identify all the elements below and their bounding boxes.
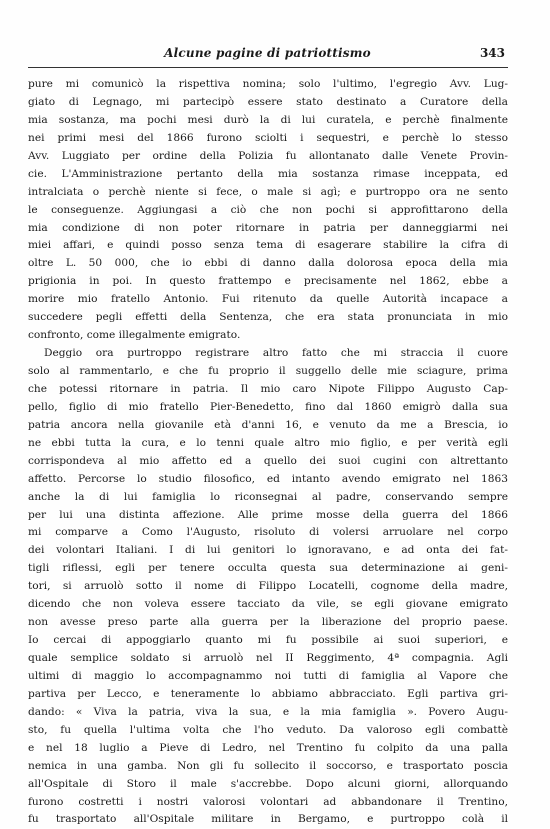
text-line: ultimi di maggio lo accompagnammo noi tutti di famiglia al Vapore che: [28, 669, 508, 682]
text-line: furono costretti i nostri valorosi volontari ad abbandonare il Trentino,: [28, 795, 508, 808]
text-line: corrispondeva al mio affetto ed a quello dei suoi cugini con altrettanto: [28, 454, 508, 467]
text-line: partiva per Lecco, e teneramente lo abbiamo abbracciato. Egli partiva gri-: [28, 687, 508, 700]
text-line: giato di Legnago, mi partecipò essere stato destinato a Curatore della: [28, 95, 508, 108]
text-line: tigli riflessi, egli per tenere occulta questa sua determinazione ai geni-: [28, 562, 508, 575]
paragraph-first-line: Deggio ora purtroppo registrare altro fatto che mi straccia il cuore: [44, 347, 508, 360]
text-line: mia sostanza, ma pochi mesi durò la di lui curatela, e perchè finalmente: [28, 113, 508, 126]
text-line: pure mi comunicò la rispettiva nomina; solo l'ultimo, l'egregio Avv. Lug-: [28, 78, 508, 90]
text-line: affetto. Percorse lo studio filosofico, ed intanto avendo emigrato nel 1863: [28, 472, 508, 485]
text-line: succedere pegli effetti della Sentenza, che era stata pronunciata in mio: [28, 311, 508, 324]
paragraph-end-line: confronto, come illegalmente emigrato.: [28, 329, 241, 342]
text-line: patria ancora nella giovanile età d'anni 16, e venuto da me a Brescia, io: [28, 418, 508, 431]
text-line: nemica in una gamba. Non gli fu sollecito il soccorso, e trasportato poscia: [28, 759, 508, 772]
body-text: [28, 76, 508, 829]
text-line: nei primi mesi del 1866 furono sciolti i sequestri, e perchè lo stesso: [28, 131, 508, 144]
text-line: mia condizione di non poter ritornare in patria per danneggiarmi nei: [28, 221, 508, 234]
text-line: mi comparve a Como l'Augusto, risoluto di volersi arruolare nel corpo: [28, 526, 508, 539]
text-line: Avv. Luggiato per ordine della Polizia fu allontanato dalle Venete Provin-: [28, 149, 508, 162]
text-line: dicendo che non voleva essere tacciato da vile, se egli giovane emigrato: [28, 598, 508, 611]
running-head: [30, 46, 505, 64]
text-line: quale semplice soldato si arruolò nel II Reggimento, 4ª compagnia. Agli: [28, 652, 508, 664]
text-line: prigionia in poi. In questo frattempo e precisamente nel 1862, ebbe a: [28, 275, 508, 288]
text-line: che potessi ritornare in patria. Il mio caro Nipote Filippo Augusto Cap-: [28, 382, 508, 395]
header-rule: [28, 67, 508, 68]
text-line: cie. L'Amministrazione pertanto della mia sostanza rimase inceppata, ed: [28, 167, 508, 180]
text-line: intralciata o perchè niente si fece, o male si agì; e purtroppo ora ne sento: [28, 185, 508, 198]
text-line: oltre L. 50 000, che io ebbi di danno dalla dolorosa epoca della mia: [28, 257, 508, 270]
text-line: anche la di lui famiglia lo riconsegnai al padre, conservando sempre: [28, 490, 508, 503]
text-line: miei affari, e quindi posso senza tema di esagerare stabilire la cifra di: [28, 239, 508, 252]
text-line: e nel 18 luglio a Pieve di Ledro, nel Trentino fu colpito da una palla: [28, 741, 508, 754]
running-title: Alcune pagine di patriottismo: [164, 46, 371, 60]
text-line: dei volontari Italiani. I di lui genitori lo ignoravano, e ad onta dei fat-: [28, 544, 508, 557]
text-line: morire mio fratello Antonio. Fui ritenuto da quelle Autorità incapace a: [28, 293, 508, 306]
text-line: tori, si arruolò sotto il nome di Filippo Locatelli, cognome della madre,: [28, 580, 508, 593]
text-line: non avesse preso parte alla guerra per la liberazione del proprio paese.: [28, 616, 508, 629]
text-line: all'Ospitale di Storo il male s'accrebbe. Dopo alcuni giorni, allorquando: [28, 777, 508, 790]
text-line: dando: « Viva la patria, viva la sua, e la mia famiglia ». Povero Augu-: [28, 705, 508, 718]
text-line: ne ebbi tutta la cura, e lo tenni quale altro mio figlio, e per verità egli: [28, 436, 508, 449]
text-line: sto, fu quella l'ultima volta che l'ho veduto. Da valoroso egli combattè: [28, 723, 508, 736]
text-line: le conseguenze. Aggiungasi a ciò che non pochi si approfittarono della: [28, 203, 508, 216]
text-line: solo al rammentarlo, e che fu proprio il suggello delle mie sciagure, prima: [28, 365, 508, 377]
text-line: pello, figlio di mio fratello Pier-Benedetto, fino dal 1860 emigrò dalla sua: [28, 400, 508, 413]
text-line: fu trasportato all'Ospitale militare in Bergamo, e purtroppo colà il: [28, 813, 508, 826]
text-line: per lui una distinta affezione. Alle prime mosse della guerra del 1866: [28, 508, 508, 521]
page-number: 343: [479, 46, 505, 60]
text-line: Io cercai di appoggiarlo quanto mi fu possibile ai suoi superiori, e: [28, 634, 508, 647]
